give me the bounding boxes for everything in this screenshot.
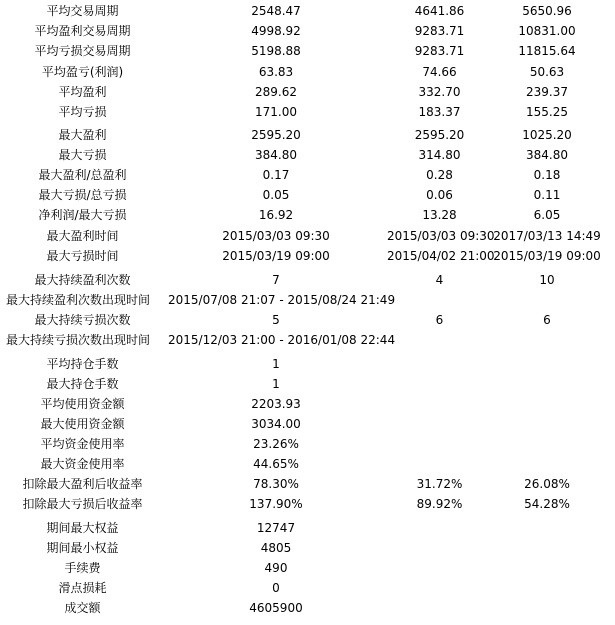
stat-row bbox=[0, 41, 615, 61]
stat-row bbox=[0, 434, 615, 454]
stat-label: 手续费 bbox=[64, 561, 101, 575]
stat-row bbox=[0, 102, 615, 122]
stat-label: 平均盈亏(利润) bbox=[41, 65, 124, 79]
stat-value-col1: 7 bbox=[272, 273, 280, 287]
stat-label: 成交额 bbox=[64, 601, 101, 615]
stat-value-col1: 2015/12/03 21:00 - 2016/01/08 22:44 bbox=[168, 333, 396, 347]
stat-value-col2: 31.72% bbox=[416, 477, 463, 491]
stat-row bbox=[0, 1, 615, 21]
stat-value-col2: 183.37 bbox=[418, 105, 461, 119]
stat-label: 平均持仓手数 bbox=[46, 357, 119, 371]
stat-label: 平均使用资金额 bbox=[40, 397, 125, 411]
stat-value-col2: 9283.71 bbox=[414, 44, 465, 58]
stat-value-col2 bbox=[387, 578, 492, 598]
stat-value-col3: 10831.00 bbox=[518, 24, 576, 38]
stat-row bbox=[0, 578, 615, 598]
stat-value-col2: 0.28 bbox=[426, 168, 453, 182]
stat-value-col3 bbox=[492, 454, 602, 474]
stat-value-col3 bbox=[492, 354, 602, 374]
stat-label: 最大使用资金额 bbox=[40, 417, 125, 431]
stat-value-col3 bbox=[492, 394, 602, 414]
stat-row bbox=[0, 518, 615, 538]
stat-value-col1: 0.05 bbox=[262, 188, 290, 202]
stat-value-col1: 4998.92 bbox=[251, 24, 301, 38]
stat-value-col1: 137.90% bbox=[249, 497, 303, 511]
stat-value-col3: 11815.64 bbox=[518, 44, 576, 58]
stat-value-col1: 2015/03/03 09:30 bbox=[222, 229, 330, 243]
stat-value-col1: 4805 bbox=[260, 541, 292, 555]
stat-label: 平均资金使用率 bbox=[40, 437, 125, 451]
stat-value-col1: 0 bbox=[272, 581, 280, 595]
stat-value-col2: 2595.20 bbox=[414, 128, 465, 142]
stat-row bbox=[0, 538, 615, 558]
stat-label: 净利润/最大亏损 bbox=[38, 208, 127, 222]
stat-label: 最大亏损/总亏损 bbox=[38, 188, 127, 202]
stat-value-col1: 2203.93 bbox=[251, 397, 301, 411]
stat-value-col1: 1 bbox=[272, 357, 280, 371]
stat-row bbox=[0, 598, 615, 618]
stat-row bbox=[0, 290, 615, 310]
stat-value-col2: 74.66 bbox=[422, 65, 457, 79]
stat-value-col2: 2015/04/02 21:00 bbox=[387, 249, 495, 263]
stat-value-col1: 44.65% bbox=[253, 457, 299, 471]
stat-row bbox=[0, 494, 615, 514]
stat-value-col3 bbox=[492, 538, 602, 558]
stat-value-col1: 1 bbox=[272, 377, 280, 391]
stat-row bbox=[0, 270, 615, 290]
stat-row bbox=[0, 205, 615, 225]
stat-row bbox=[0, 330, 615, 350]
stat-value-col1: 171.00 bbox=[255, 105, 297, 119]
stat-label: 最大盈利/总盈利 bbox=[38, 168, 127, 182]
stat-value-col1: 0.17 bbox=[262, 168, 290, 182]
stat-row bbox=[0, 125, 615, 145]
stat-value-col3 bbox=[492, 434, 602, 454]
stat-value-col3 bbox=[492, 518, 602, 538]
stat-value-col2 bbox=[387, 558, 492, 578]
stat-label: 最大持续盈利次数出现时间 bbox=[6, 293, 151, 307]
stat-value-col1: 2015/03/19 09:00 bbox=[222, 249, 330, 263]
stat-label: 平均亏损交易周期 bbox=[34, 44, 131, 58]
stat-value-col2 bbox=[387, 414, 492, 434]
stat-value-col3: 50.63 bbox=[529, 65, 565, 79]
stat-label: 平均盈利交易周期 bbox=[34, 24, 131, 38]
stat-label: 最大持仓手数 bbox=[46, 377, 119, 391]
stat-value-col2 bbox=[387, 598, 492, 618]
stat-row bbox=[0, 246, 615, 266]
stat-value-col2: 332.70 bbox=[418, 85, 461, 99]
stat-label: 最大持续盈利次数 bbox=[34, 273, 131, 287]
stat-row bbox=[0, 414, 615, 434]
stat-label: 期间最大权益 bbox=[46, 521, 119, 535]
stat-value-col1: 5198.88 bbox=[251, 44, 301, 58]
stat-value-col2: 0.06 bbox=[426, 188, 453, 202]
stat-label: 最大亏损 bbox=[58, 148, 107, 162]
stat-value-col1: 289.62 bbox=[255, 85, 297, 99]
stat-value-col2: 4641.86 bbox=[414, 4, 465, 18]
stat-label: 期间最小权益 bbox=[46, 541, 119, 555]
stat-label: 平均交易周期 bbox=[46, 4, 119, 18]
stat-value-col2 bbox=[387, 434, 492, 454]
stat-row bbox=[0, 558, 615, 578]
stat-value-col2: 2015/03/03 09:30 bbox=[387, 229, 495, 243]
stat-value-col3: 10 bbox=[539, 273, 555, 287]
stat-value-col1: 12747 bbox=[256, 521, 296, 535]
stat-value-col1: 4605900 bbox=[249, 601, 303, 615]
stat-row bbox=[0, 354, 615, 374]
stat-value-col2 bbox=[387, 518, 492, 538]
stat-value-col1: 78.30% bbox=[253, 477, 299, 491]
stat-value-col3: 0.18 bbox=[533, 168, 561, 182]
stat-value-col1: 2548.47 bbox=[251, 4, 301, 18]
stat-row bbox=[0, 454, 615, 474]
stat-row bbox=[0, 62, 615, 82]
stat-row bbox=[0, 394, 615, 414]
stat-value-col1: 5 bbox=[272, 313, 280, 327]
stat-row bbox=[0, 82, 615, 102]
stat-value-col1: 2595.20 bbox=[251, 128, 301, 142]
stat-value-col3: 5650.96 bbox=[522, 4, 572, 18]
stat-value-col2: 6 bbox=[435, 313, 444, 327]
stat-value-col1: 384.80 bbox=[255, 148, 297, 162]
stat-value-col3 bbox=[492, 598, 602, 618]
stat-value-col3: 54.28% bbox=[524, 497, 570, 511]
stat-label: 扣除最大亏损后收益率 bbox=[22, 497, 143, 511]
stat-label: 最大盈利时间 bbox=[46, 229, 119, 243]
stat-value-col3: 155.25 bbox=[526, 105, 568, 119]
stat-label: 滑点损耗 bbox=[58, 581, 107, 595]
stat-row bbox=[0, 474, 615, 494]
stat-row bbox=[0, 165, 615, 185]
stat-value-col3: 1025.20 bbox=[522, 128, 572, 142]
stat-value-col3: 0.11 bbox=[533, 188, 561, 202]
stat-row bbox=[0, 21, 615, 41]
stat-value-col1: 2015/07/08 21:07 - 2015/08/24 21:49 bbox=[168, 293, 396, 307]
stat-row bbox=[0, 226, 615, 246]
stat-value-col2: 9283.71 bbox=[414, 24, 465, 38]
stat-value-col3: 26.08% bbox=[524, 477, 570, 491]
stat-value-col3: 6.05 bbox=[533, 208, 561, 222]
stat-value-col2 bbox=[387, 330, 492, 350]
stat-value-col2: 4 bbox=[435, 273, 444, 287]
stat-row bbox=[0, 374, 615, 394]
stat-label: 最大持续亏损次数出现时间 bbox=[6, 333, 151, 347]
stat-value-col1: 3034.00 bbox=[251, 417, 301, 431]
stat-label: 最大持续亏损次数 bbox=[34, 313, 131, 327]
stat-value-col2 bbox=[387, 394, 492, 414]
stat-value-col2 bbox=[387, 454, 492, 474]
stat-value-col3: 6 bbox=[543, 313, 551, 327]
stat-value-col1: 23.26% bbox=[253, 437, 299, 451]
stat-value-col3 bbox=[492, 290, 602, 310]
stat-value-col3 bbox=[492, 578, 602, 598]
stat-value-col3: 384.80 bbox=[526, 148, 568, 162]
stat-row bbox=[0, 185, 615, 205]
stat-value-col2: 13.28 bbox=[422, 208, 457, 222]
stat-value-col3 bbox=[492, 558, 602, 578]
stat-label: 最大资金使用率 bbox=[40, 457, 125, 471]
stat-value-col3 bbox=[492, 374, 602, 394]
stat-value-col2 bbox=[387, 538, 492, 558]
stat-value-col1: 16.92 bbox=[258, 208, 294, 222]
stat-value-col3: 2015/03/19 09:00 bbox=[493, 249, 601, 263]
stat-value-col3 bbox=[492, 330, 602, 350]
stat-value-col2: 314.80 bbox=[418, 148, 461, 162]
stat-label: 平均盈利 bbox=[58, 85, 107, 99]
stat-label: 平均亏损 bbox=[58, 105, 107, 119]
stat-value-col1: 63.83 bbox=[258, 65, 294, 79]
stat-value-col3: 2017/03/13 14:49 bbox=[493, 229, 601, 243]
stat-value-col1: 490 bbox=[264, 561, 288, 575]
stat-value-col2 bbox=[387, 374, 492, 394]
stat-row bbox=[0, 145, 615, 165]
stat-row bbox=[0, 310, 615, 330]
stat-value-col2: 89.92% bbox=[416, 497, 463, 511]
stat-value-col2 bbox=[387, 354, 492, 374]
stat-value-col3 bbox=[492, 414, 602, 434]
stat-label: 扣除最大盈利后收益率 bbox=[22, 477, 143, 491]
stat-value-col3: 239.37 bbox=[526, 85, 568, 99]
stat-label: 最大亏损时间 bbox=[46, 249, 119, 263]
stat-label: 最大盈利 bbox=[58, 128, 107, 142]
stat-value-col2 bbox=[387, 290, 492, 310]
